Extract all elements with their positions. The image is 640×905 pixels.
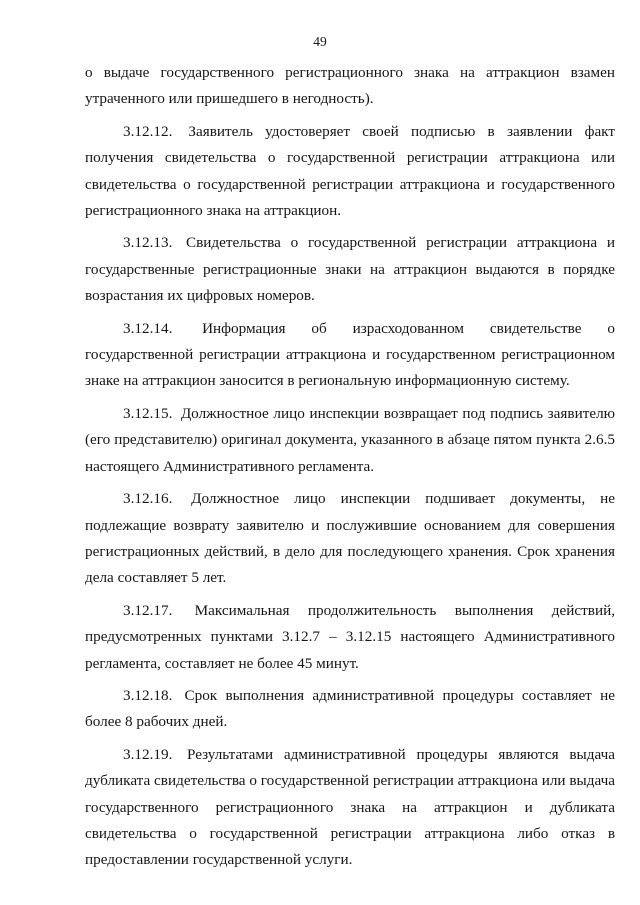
paragraph-3-12-19 [85, 742, 615, 874]
document-body [85, 60, 615, 880]
paragraph-text: Заявитель удостоверяет своей подписью в заявлении факт получения свидетельства о государственной регистрации аттракциона или свидетельства о государственной регистрации аттракциона и государственного регистрационного знака на аттракцион. [85, 122, 616, 220]
paragraph-3-12-18 [85, 683, 615, 736]
section-number: 3.12.17. [123, 601, 173, 619]
paragraph-text: Результатами административной процедуры являются выдача дубликата свидетельства о государственной регистрации аттракциона или выдача государственного регистрационного знака на аттракцион и дубликата свидетельства о государственной регистрации аттракциона либо отказ в предоставлении государственной услуги. [85, 745, 615, 869]
section-number: 3.12.13. [123, 234, 173, 252]
section-number: 3.12.18. [123, 686, 173, 704]
section-number: 3.12.15. [123, 404, 173, 422]
paragraph-3-12-13 [85, 230, 615, 309]
paragraph-3-12-15 [85, 401, 615, 480]
paragraph-3-12-17 [85, 598, 615, 677]
paragraph-text: о выдаче государственного регистрационного знака на аттракцион взамен утраченного или пришедшего в негодность). [85, 64, 615, 108]
paragraph-text: Информация об израсходованном свидетельстве о государственной регистрации аттракциона и государственном регистрационном знаке на аттракцион заносится в региональную информационную систему. [85, 319, 616, 390]
section-number: 3.12.14. [123, 319, 173, 337]
paragraph-text: Должностное лицо инспекции подшивает документы, не подлежащие возврату заявителю и послужившие основанием для совершения регистрационных действий, в дело для последующего хранения. Срок хранения дела составляет 5 лет. [85, 490, 616, 587]
section-number: 3.12.12. [123, 122, 173, 140]
paragraph-text: Должностное лицо инспекции возвращает под подпись заявителю (его представителю) оригинал документа, указанного в абзаце пятом пункта 2.6.5 настоящего Административного регламента. [85, 404, 615, 475]
paragraph-text: Свидетельства о государственной регистрации аттракциона и государственные регистрационные знаки на аттракцион выдаются в порядке возрастания их цифровых номеров. [85, 234, 616, 305]
paragraph-continuation [85, 60, 615, 113]
paragraph-3-12-12 [85, 119, 615, 225]
paragraph-3-12-14 [85, 316, 615, 395]
paragraph-text: Срок выполнения административной процедуры составляет не более 8 рабочих дней. [85, 686, 616, 731]
section-number: 3.12.16. [123, 490, 173, 508]
section-number: 3.12.19. [123, 745, 173, 763]
paragraph-3-12-16 [85, 486, 615, 592]
page-number: 49 [313, 34, 327, 49]
paragraph-text: Максимальная продолжительность выполнения действий, предусмотренных пунктами 3.12.7 – 3.12.15 настоящего Административного регламента, составляет не более 45 минут. [85, 601, 616, 672]
